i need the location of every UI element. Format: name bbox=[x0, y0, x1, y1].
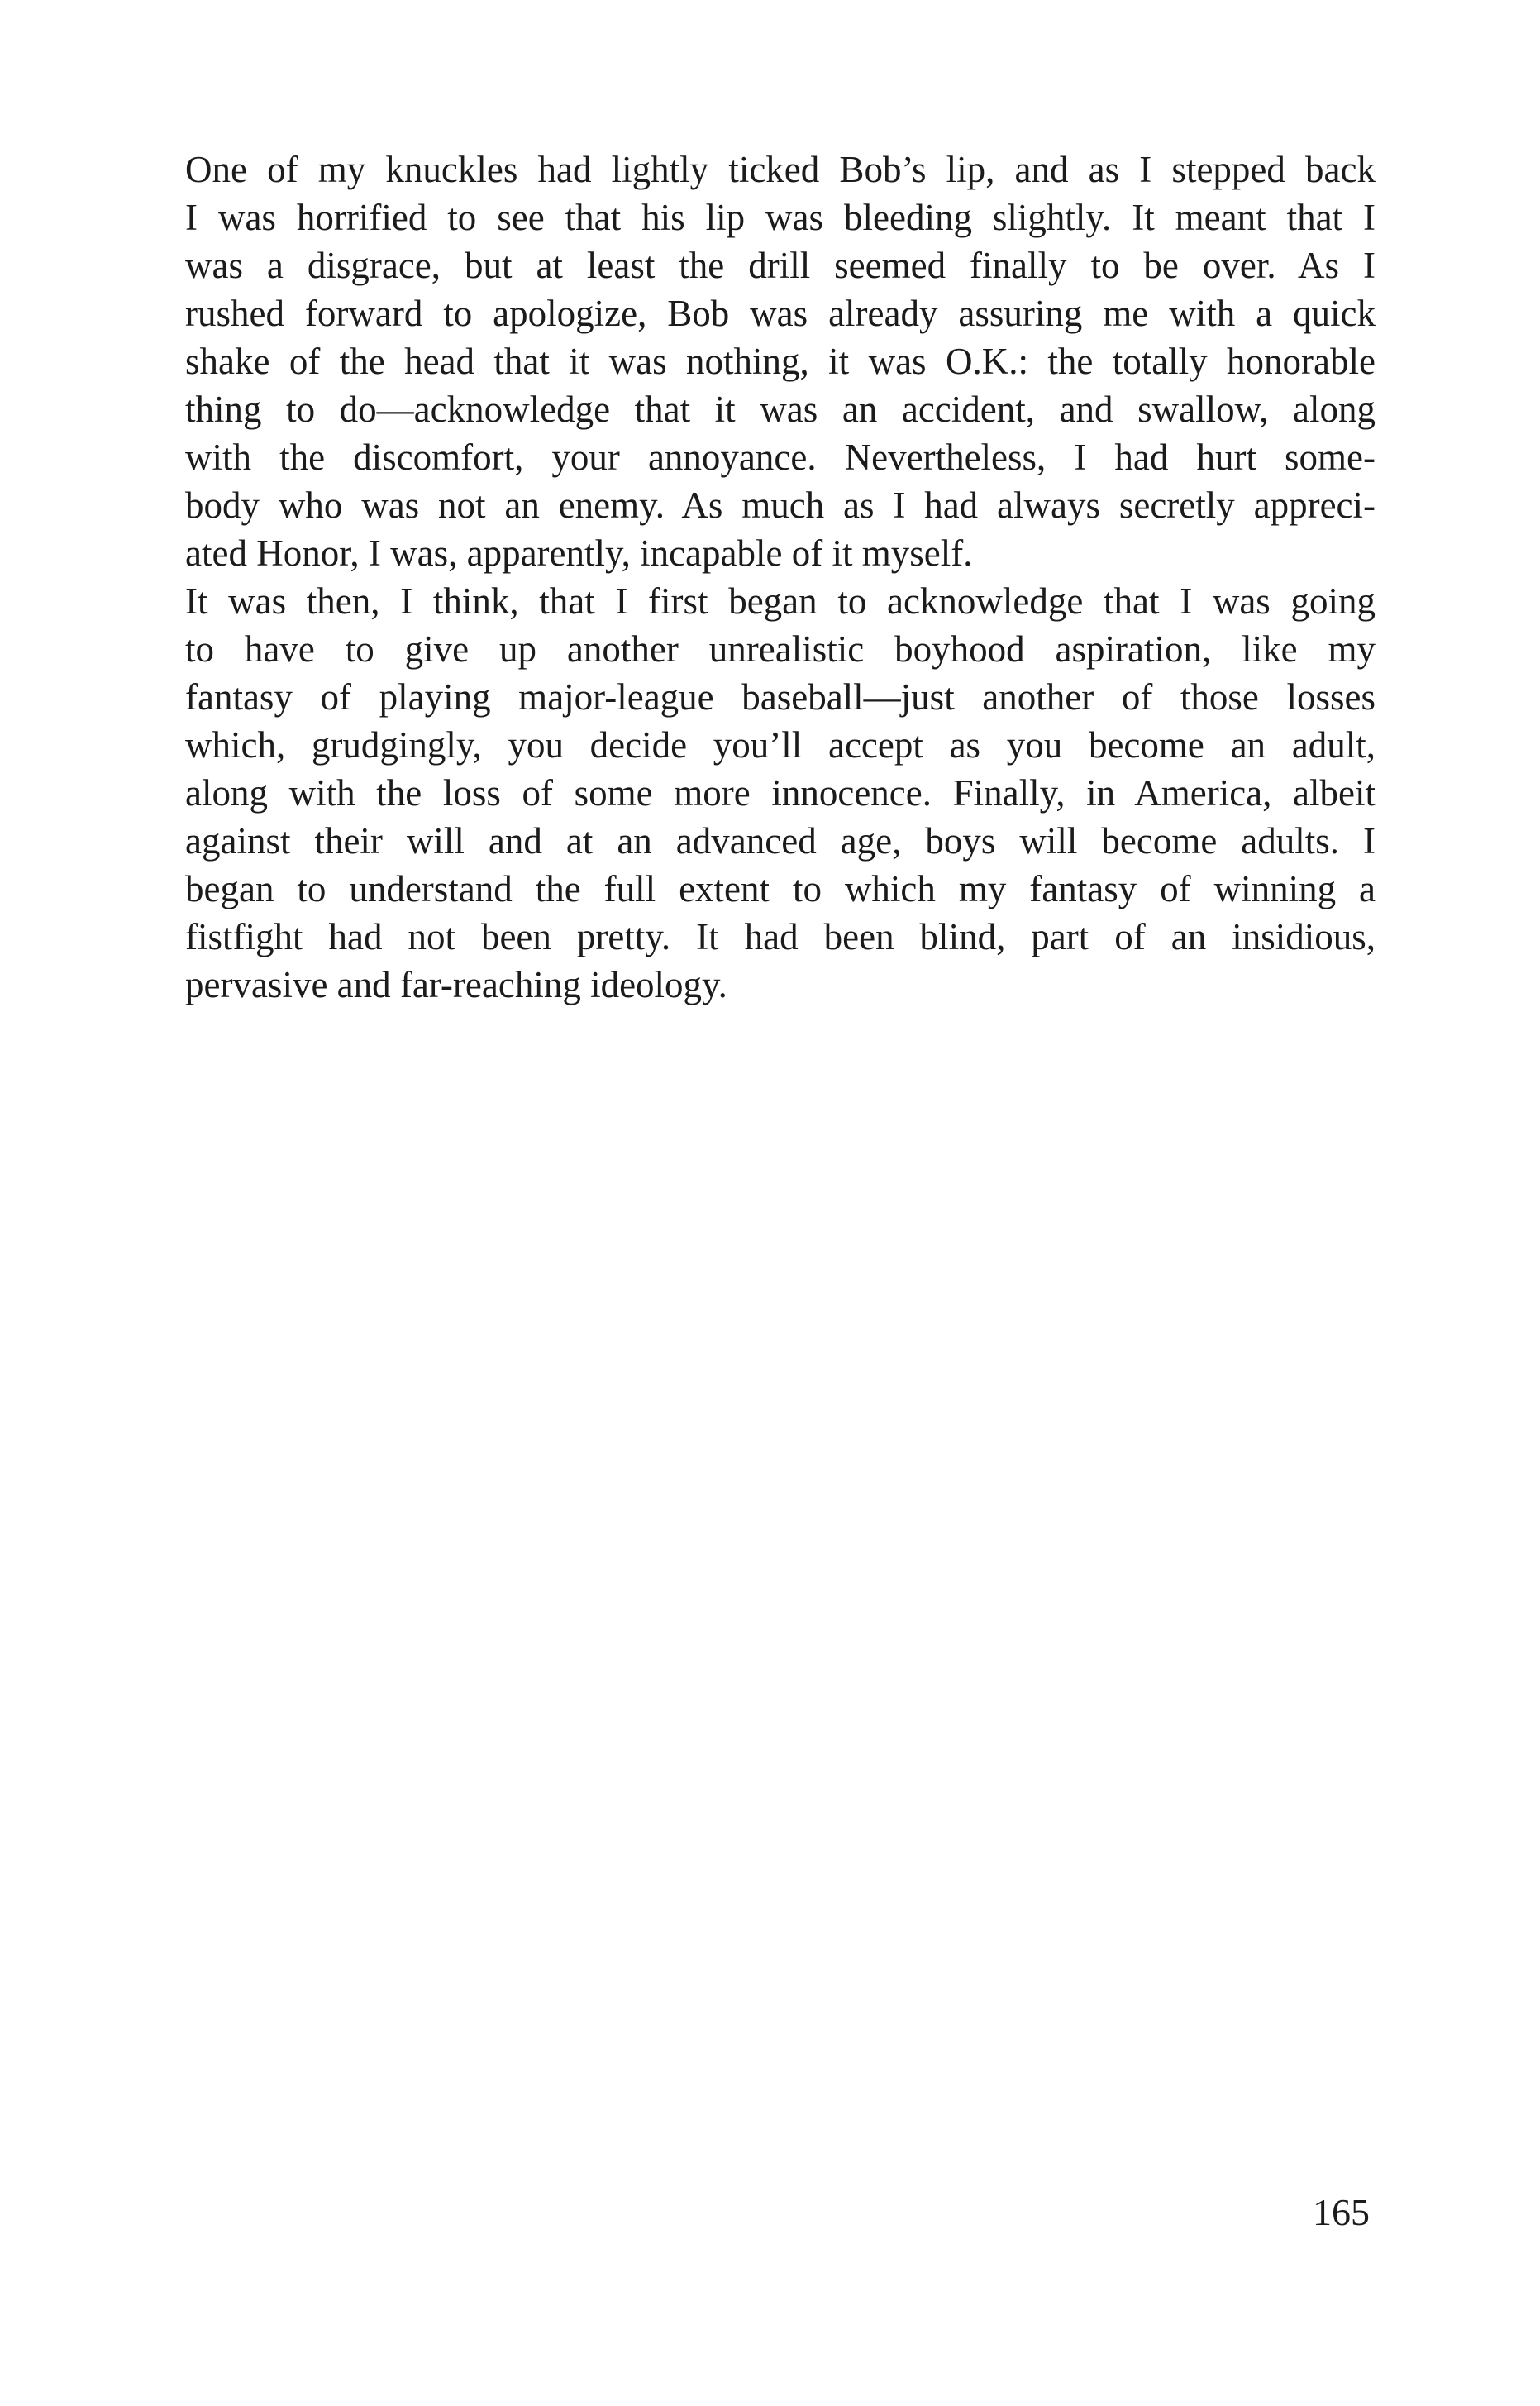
text-line: thing to do—acknowledge that it was an accident, and swallow, along bbox=[185, 389, 1376, 430]
text-line: ated Honor, I was, apparently, incapable of it myself. bbox=[185, 532, 973, 574]
page-number: 165 bbox=[1313, 2191, 1370, 2233]
text-line: to have to give up another unrealistic boyhood aspiration, like my bbox=[185, 628, 1376, 670]
paragraph-2 bbox=[185, 577, 1376, 1009]
text-line: It was then, I think, that I first began to acknowledge that I was going bbox=[185, 580, 1376, 622]
text-line: began to understand the full extent to which my fantasy of winning a bbox=[185, 868, 1376, 909]
text-line: which, grudgingly, you decide you’ll accept as you become an adult, bbox=[185, 724, 1376, 766]
text-line: pervasive and far-reaching ideology. bbox=[185, 964, 727, 1005]
text-line: was a disgrace, but at least the drill seemed finally to be over. As I bbox=[185, 245, 1376, 286]
text-line: One of my knuckles had lightly ticked Bob’s lip, and as I stepped back bbox=[185, 149, 1376, 190]
text-line: with the discomfort, your annoyance. Nevertheless, I had hurt some- bbox=[185, 437, 1376, 478]
body-text bbox=[185, 146, 1376, 1009]
text-line: along with the loss of some more innocence. Finally, in America, albeit bbox=[185, 772, 1376, 814]
text-line: against their will and at an advanced age, boys will become adults. I bbox=[185, 820, 1376, 862]
text-line: rushed forward to apologize, Bob was already assuring me with a quick bbox=[185, 293, 1376, 334]
paragraph-1 bbox=[185, 146, 1376, 577]
text-line: fantasy of playing major-league baseball—just another of those losses bbox=[185, 676, 1376, 718]
text-line: fistfight had not been pretty. It had been blind, part of an insidious, bbox=[185, 916, 1376, 957]
text-line: shake of the head that it was nothing, it was O.K.: the totally honorable bbox=[185, 341, 1376, 382]
text-line: body who was not an enemy. As much as I had always secretly appreci- bbox=[185, 485, 1376, 526]
text-line: I was horrified to see that his lip was bleeding slightly. It meant that I bbox=[185, 197, 1376, 238]
